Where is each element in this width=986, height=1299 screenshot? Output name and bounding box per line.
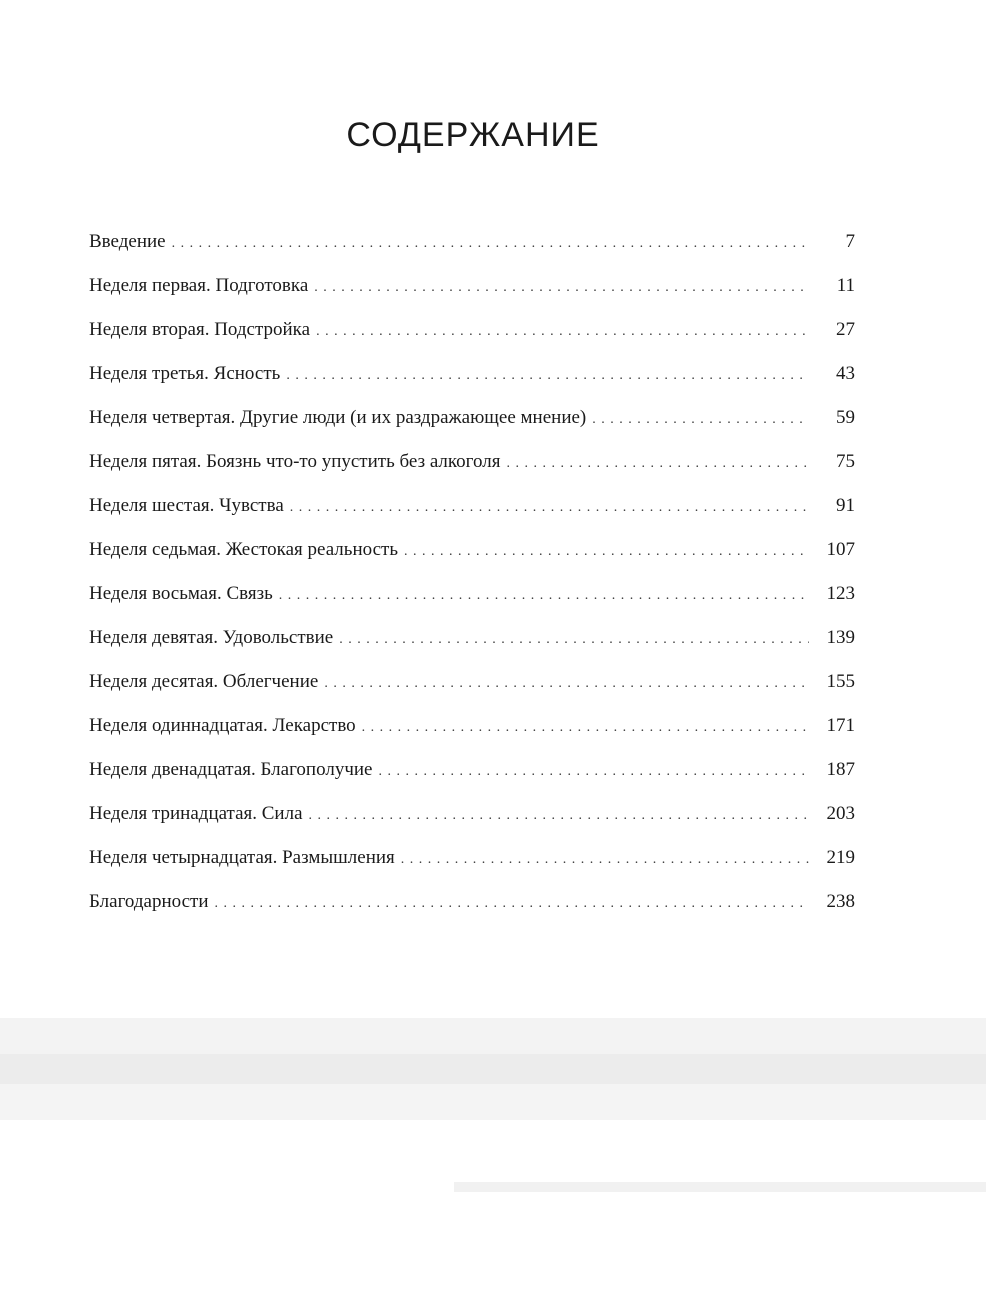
toc-entry-title: Введение: [89, 231, 166, 252]
page-edge-shade: [0, 1084, 986, 1120]
toc-entry-page-number: 171: [826, 715, 855, 736]
toc-entry-week-14[interactable]: [89, 843, 855, 887]
toc-entry-week-5[interactable]: [89, 447, 855, 491]
toc-entry-introduction[interactable]: [89, 227, 855, 271]
toc-entry-page-number: 155: [826, 671, 855, 692]
toc-entry-page-number: 75: [836, 451, 855, 472]
dot-leader: [401, 845, 809, 875]
toc-entry-title: Неделя десятая. Облегчение: [89, 671, 319, 692]
table-of-contents: [89, 227, 855, 931]
toc-entry-week-1[interactable]: [89, 271, 855, 315]
dot-leader: [309, 801, 809, 831]
dot-leader: [404, 537, 809, 567]
dot-leader: [316, 317, 809, 347]
toc-entry-page-number: 11: [836, 275, 855, 296]
toc-entry-title: Неделя двенадцатая. Благополучие: [89, 759, 373, 780]
toc-entry-title: Неделя первая. Подготовка: [89, 275, 309, 296]
dot-leader: [506, 449, 809, 479]
toc-entry-title: Неделя одиннадцатая. Лекарство: [89, 715, 356, 736]
toc-entry-page-number: 219: [826, 847, 855, 868]
toc-entry-title: Неделя седьмая. Жестокая реальность: [89, 539, 398, 560]
toc-entry-title: Благодарности: [89, 891, 209, 912]
toc-entry-week-2[interactable]: [89, 315, 855, 359]
toc-entry-week-12[interactable]: [89, 755, 855, 799]
dot-leader: [215, 889, 810, 919]
toc-entry-title: Неделя восьмая. Связь: [89, 583, 273, 604]
toc-entry-title: Неделя третья. Ясность: [89, 363, 281, 384]
toc-entry-week-9[interactable]: [89, 623, 855, 667]
toc-entry-title: Неделя шестая. Чувства: [89, 495, 284, 516]
toc-entry-title: Неделя вторая. Подстройка: [89, 319, 311, 340]
toc-entry-page-number: 59: [836, 407, 855, 428]
page-edge-shade: [0, 1054, 986, 1084]
toc-entry-title: Неделя девятая. Удовольствие: [89, 627, 334, 648]
toc-entry-page-number: 187: [826, 759, 855, 780]
dot-leader: [362, 713, 809, 743]
toc-entry-title: Неделя пятая. Боязнь что-то упустить без алкоголя: [89, 451, 501, 472]
toc-entry-week-6[interactable]: [89, 491, 855, 535]
toc-entry-page-number: 203: [826, 803, 855, 824]
toc-entry-page-number: 7: [845, 231, 855, 252]
dot-leader: [290, 493, 809, 523]
toc-entry-page-number: 139: [826, 627, 855, 648]
dot-leader: [286, 361, 809, 391]
dot-leader: [172, 229, 809, 259]
toc-entry-week-10[interactable]: [89, 667, 855, 711]
toc-entry-week-11[interactable]: [89, 711, 855, 755]
toc-entry-page-number: 27: [836, 319, 855, 340]
page-title: СОДЕРЖАНИЕ: [346, 116, 600, 154]
dot-leader: [378, 757, 809, 787]
page-edge-shade: [454, 1182, 986, 1192]
dot-leader: [279, 581, 809, 611]
dot-leader: [314, 273, 809, 303]
toc-entry-page-number: 107: [826, 539, 855, 560]
toc-entry-week-7[interactable]: [89, 535, 855, 579]
toc-entry-week-4[interactable]: [89, 403, 855, 447]
toc-entry-page-number: 238: [826, 891, 855, 912]
toc-entry-title: Неделя тринадцатая. Сила: [89, 803, 303, 824]
toc-entry-title: Неделя четвертая. Другие люди (и их раздражающее мнение): [89, 407, 587, 428]
toc-entry-page-number: 123: [826, 583, 855, 604]
dot-leader: [339, 625, 809, 655]
dot-leader: [324, 669, 809, 699]
dot-leader: [592, 405, 809, 435]
toc-entry-week-13[interactable]: [89, 799, 855, 843]
page-edge-shade: [0, 1018, 986, 1054]
toc-entry-week-3[interactable]: [89, 359, 855, 403]
toc-entry-acknowledgements[interactable]: [89, 887, 855, 931]
toc-entry-page-number: 43: [836, 363, 855, 384]
toc-entry-week-8[interactable]: [89, 579, 855, 623]
toc-entry-title: Неделя четырнадцатая. Размышления: [89, 847, 395, 868]
toc-entry-page-number: 91: [836, 495, 855, 516]
